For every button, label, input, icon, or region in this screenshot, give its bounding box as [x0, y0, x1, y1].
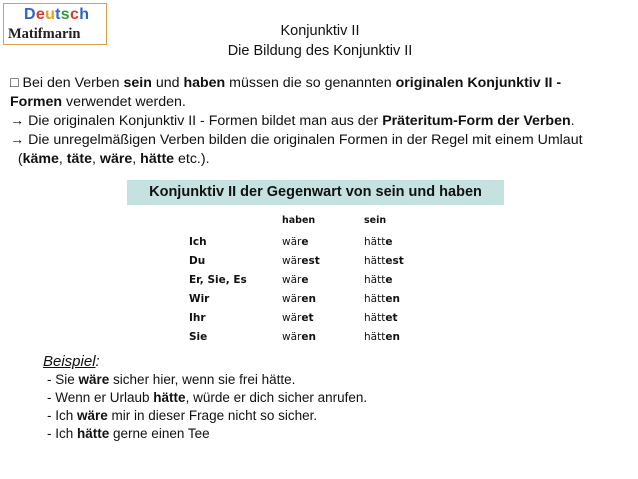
bold-text: hätte	[77, 426, 110, 441]
logo-word	[24, 6, 89, 24]
text-segment: , würde er dich sicher anrufen.	[185, 390, 368, 405]
bold-text: e	[385, 235, 393, 248]
text-segment: - Sie	[47, 372, 79, 387]
logo-letter: u	[45, 6, 56, 23]
logo-subtitle: Matifmarin	[8, 26, 81, 42]
text-segment: wär	[282, 330, 302, 343]
paragraph-line	[10, 112, 630, 130]
bold-text: wäre	[77, 408, 108, 423]
examples-heading	[43, 353, 100, 370]
bold-text: sein	[123, 75, 152, 91]
example-line	[47, 371, 295, 389]
paragraph-line	[10, 131, 630, 149]
text-segment: müssen die so genannten	[225, 75, 396, 91]
haben-form-cell	[282, 327, 364, 346]
table-header-cell: sein	[364, 214, 387, 226]
text-segment: wär	[282, 254, 302, 267]
bold-text: en	[385, 292, 400, 305]
text-segment: - Ich	[47, 408, 78, 423]
table-header-cell: haben	[282, 214, 316, 226]
example-line	[47, 389, 367, 407]
bold-text: hätte	[140, 151, 175, 167]
text-segment: wär	[282, 311, 302, 324]
bold-text: e	[301, 235, 309, 248]
conjugation-table	[189, 208, 444, 346]
sein-form-cell	[364, 327, 444, 346]
text-segment: □ Bei den Verben	[10, 75, 124, 91]
logo-letter: s	[60, 6, 70, 23]
sein-form-cell	[364, 308, 444, 327]
table-title: Konjunktiv II der Gegenwart von sein und haben	[127, 180, 504, 205]
page-subtitle: Die Bildung des Konjunktiv II	[227, 43, 413, 59]
examples-colon: :	[95, 353, 100, 370]
bold-text: en	[385, 330, 400, 343]
text-segment: wär	[282, 273, 302, 286]
bold-text: käme	[22, 151, 59, 167]
table-row	[189, 232, 444, 251]
text-segment: und	[151, 75, 184, 91]
table-row	[189, 270, 444, 289]
haben-form-cell	[282, 232, 364, 251]
text-segment: ,	[132, 151, 141, 167]
haben-form-cell	[282, 308, 364, 327]
pronoun-cell: Du	[189, 254, 206, 267]
text-segment: hätt	[364, 330, 386, 343]
pronoun-cell: Er, Sie, Es	[189, 273, 247, 286]
logo	[3, 3, 107, 45]
pronoun-cell: Ich	[189, 235, 207, 248]
bold-text: en	[301, 292, 316, 305]
text-segment: mir in dieser Frage nicht so sicher.	[107, 408, 318, 423]
bold-text: et	[385, 311, 398, 324]
text-segment: wär	[282, 235, 302, 248]
sein-form-cell	[364, 270, 444, 289]
bold-text: e	[385, 273, 393, 286]
text-segment: sicher hier, wenn sie frei hätte.	[109, 372, 296, 387]
text-segment: hätt	[364, 235, 386, 248]
text-segment: gerne einen Tee	[109, 426, 210, 441]
text-segment: verwendet werden.	[62, 94, 186, 110]
table-row	[189, 327, 444, 346]
bold-text: hätte	[153, 390, 186, 405]
text-segment: ,	[58, 151, 67, 167]
table-row	[189, 289, 444, 308]
text-segment: etc.).	[174, 151, 210, 167]
bold-text: haben	[183, 75, 226, 91]
haben-form-cell	[282, 289, 364, 308]
bold-text: est	[385, 254, 404, 267]
bold-text: wäre	[99, 151, 133, 167]
logo-letter: e	[35, 6, 46, 23]
sein-form-cell	[364, 232, 444, 251]
paragraph-line	[10, 74, 630, 92]
paragraph-line	[10, 93, 630, 111]
bold-text: est	[301, 254, 320, 267]
bold-text: e	[301, 273, 309, 286]
text-segment: hätt	[364, 311, 386, 324]
sein-form-cell	[364, 251, 444, 270]
text-segment: hätt	[364, 254, 386, 267]
table-header-cell	[189, 208, 282, 232]
logo-letter: h	[79, 6, 90, 23]
text-segment: - Wenn er Urlaub	[47, 390, 154, 405]
logo-letter: c	[69, 6, 80, 23]
page-title: Konjunktiv II	[280, 23, 360, 39]
table-row	[189, 308, 444, 327]
bold-text: en	[301, 330, 316, 343]
pronoun-cell: Wir	[189, 292, 210, 305]
pronoun-cell: Ihr	[189, 311, 206, 324]
table-row	[189, 251, 444, 270]
logo-letter: t	[55, 6, 61, 23]
pronoun-cell: Sie	[189, 330, 208, 343]
bold-text: originalen Konjunktiv II -	[395, 75, 562, 91]
text-segment: → Die unregelmäßigen Verben bilden die originalen Formen in der Regel mit einem Umlaut	[10, 132, 583, 148]
text-segment: (	[10, 151, 23, 167]
haben-form-cell	[282, 270, 364, 289]
text-segment: .	[570, 113, 575, 129]
logo-letter: D	[24, 6, 36, 23]
sein-form-cell	[364, 289, 444, 308]
bold-text: wäre	[78, 372, 110, 387]
example-line	[47, 425, 210, 443]
text-segment: hätt	[364, 292, 386, 305]
haben-form-cell	[282, 251, 364, 270]
text-segment: hätt	[364, 273, 386, 286]
example-line	[47, 407, 317, 425]
bold-text: Präteritum-Form der Verben	[382, 113, 571, 129]
text-segment: → Die originalen Konjunktiv II - Formen bildet man aus der	[10, 113, 383, 129]
text-segment: wär	[282, 292, 302, 305]
text-segment: ,	[92, 151, 100, 167]
examples-title: Beispiel	[43, 353, 96, 370]
text-segment: - Ich	[47, 426, 78, 441]
paragraph-line	[10, 150, 630, 168]
bold-text: et	[301, 311, 314, 324]
bold-text: Formen	[10, 94, 63, 110]
bold-text: täte	[66, 151, 93, 167]
table-header-row	[189, 208, 444, 232]
